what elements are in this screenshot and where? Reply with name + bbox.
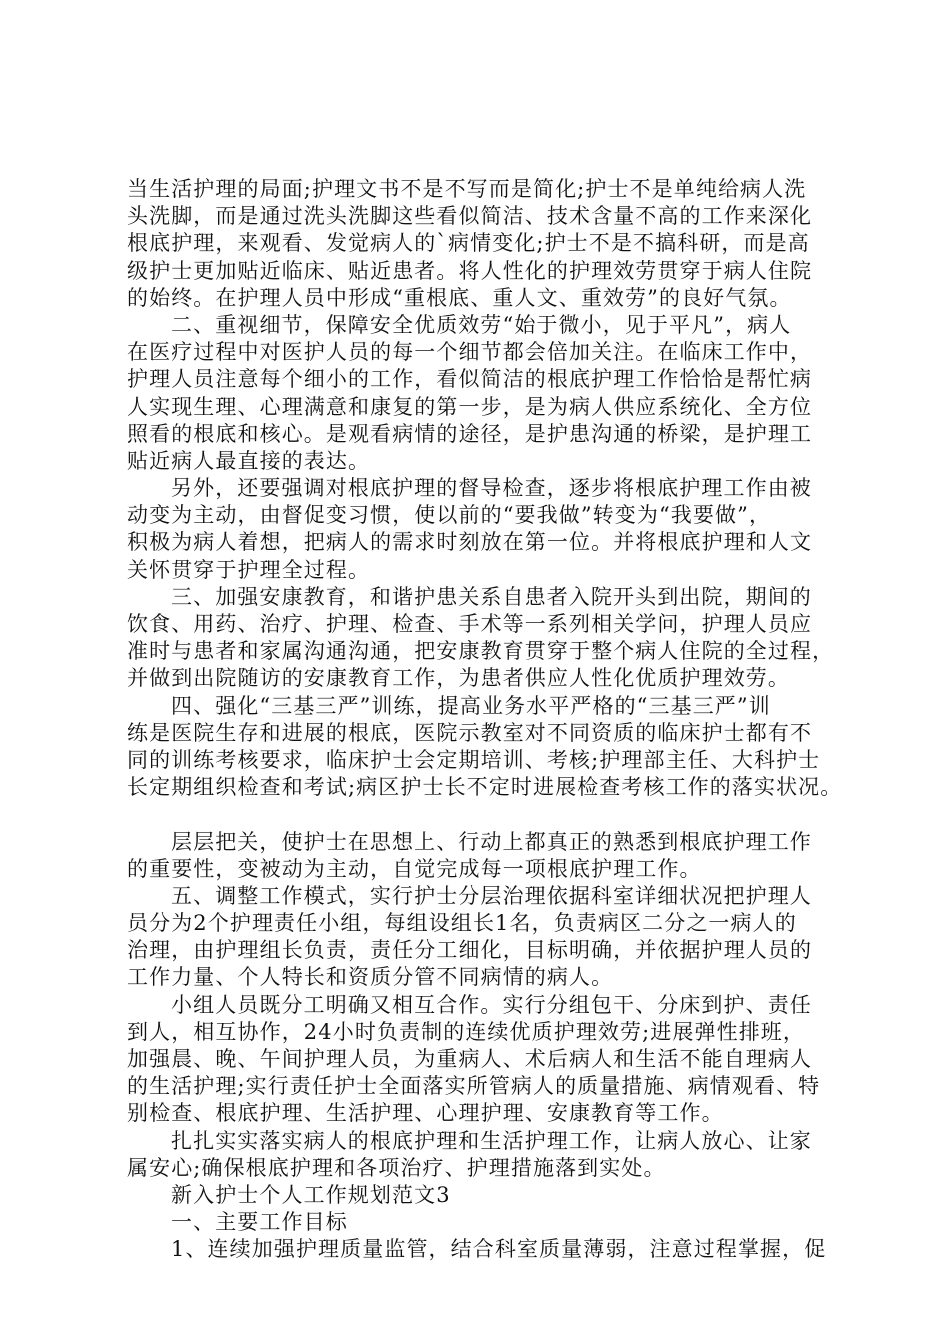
text-line: 积极为病人着想，把病人的需求时刻放在第一位。并将根底护理和人文 xyxy=(127,530,813,555)
text-line: 关怀贯穿于护理全过程。 xyxy=(127,557,371,582)
text-line: 员分为2个护理责任小组，每组设组长1名，负责病区二分之一病人的 xyxy=(127,911,797,936)
paragraph-start-line: 另外，还要强调对根底护理的督导检查，逐步将根底护理工作由被 xyxy=(171,476,812,501)
section-heading: 新入护士个人工作规划范文3 xyxy=(171,1182,451,1207)
text-line: 到人，相互协作，24小时负责制的连续优质护理效劳;进展弹性排班， xyxy=(127,1019,805,1044)
text-line: 在医疗过程中对医护人员的每一个细节都会倍加关注。在临床工作中， xyxy=(127,340,813,365)
text-line: 饮食、用药、治疗、护理、检查、手术等一系列相关学问，护理人员应 xyxy=(127,612,813,636)
paragraph-start-line: 层层把关，使护士在思想上、行动上都真正的熟悉到根底护理工作 xyxy=(171,829,812,854)
text-line: 同的训练考核要求，临床护士会定期培训、考核;护理部主任、大科护士 xyxy=(127,747,821,772)
text-line: 长定期组织检查和考试;病区护士长不定时进展检查考核工作的落实状况。 xyxy=(127,775,843,800)
text-line: 护理人员注意每个细小的工作，看似简洁的根底护理工作恰恰是帮忙病 xyxy=(127,367,813,392)
text-line: 的生活护理;实行责任护士全面落实所管病人的质量措施、病情观看、特 xyxy=(127,1074,821,1099)
paragraph-start-line: 1、连续加强护理质量监管，结合科室质量薄弱，注意过程掌握，促 xyxy=(171,1237,827,1262)
text-line: 头洗脚，而是通过洗头洗脚这些看似简洁、技术含量不高的工作来深化 xyxy=(127,204,813,229)
text-line: 动变为主动，由督促变习惯，使以前的“要我做”转变为“我要做”， xyxy=(127,503,772,528)
text-line: 的重要性，变被动为主动，自觉完成每一项根底护理工作。 xyxy=(127,856,702,881)
text-line: 准时与患者和家属沟通沟通，把安康教育贯穿于整个病人住院的全过程， xyxy=(127,639,835,664)
text-line: 治理，由护理组长负责，责任分工细化，目标明确，并依据护理人员的 xyxy=(127,938,813,963)
paragraph-start-line: 扎扎实实落实病人的根底护理和生活护理工作，让病人放心、让家 xyxy=(171,1128,812,1153)
document-body xyxy=(127,176,843,1264)
text-line: 练是医院生存和进展的根底，医院示教室对不同资质的临床护士都有不 xyxy=(127,720,813,745)
text-line: 别检查、根底护理、生活护理、心理护理、安康教育等工作。 xyxy=(127,1101,724,1126)
subsection-heading: 一、主要工作目标 xyxy=(171,1210,348,1235)
text-line: 并做到出院随访的安康教育工作，为患者供应人性化优质护理效劳。 xyxy=(127,666,790,691)
text-line: 级护士更加贴近临床、贴近患者。将人性化的护理效劳贯穿于病人住院 xyxy=(127,258,813,283)
paragraph-start-line: 四、强化“三基三严”训练，提高业务水平严格的“三基三严”训 xyxy=(171,693,771,718)
text-line: 根底护理，来观看、发觉病人的`病情变化;护士不是不搞科研，而是高 xyxy=(127,231,810,256)
text-line: 当生活护理的局面;护理文书不是不写而是简化;护士不是单纯给病人洗 xyxy=(127,177,807,201)
text-line: 贴近病人最直接的表达。 xyxy=(127,448,371,473)
paragraph-start-line: 二、重视细节，保障安全优质效劳“始于微小，见于平凡”，病人 xyxy=(171,312,792,337)
text-line: 工作力量、个人特长和资质分管不同病情的病人。 xyxy=(127,965,614,990)
paragraph-start-line: 五、调整工作模式，实行护士分层治理依据科室详细状况把护理人 xyxy=(171,883,812,908)
paragraph-start-line: 三、加强安康教育，和谐护患关系自患者入院开头到出院，期间的 xyxy=(171,584,812,609)
paragraph-start-line: 小组人员既分工明确又相互合作。实行分组包干、分床到护、责任 xyxy=(171,992,812,1017)
text-line: 加强晨、晚、午间护理人员，为重病人、术后病人和生活不能自理病人 xyxy=(127,1047,813,1071)
text-line: 的始终。在护理人员中形成“重根底、重人文、重效劳”的良好气氛。 xyxy=(127,285,792,310)
text-line: 人实现生理、心理满意和康复的第一步，是为病人供应系统化、全方位 xyxy=(127,394,813,419)
text-line: 照看的根底和核心。是观看病情的途径，是护患沟通的桥梁，是护理工 xyxy=(127,421,813,446)
blank-line xyxy=(127,801,843,828)
text-line: 属安心;确保根底护理和各项治疗、护理措施落到实处。 xyxy=(127,1155,666,1180)
